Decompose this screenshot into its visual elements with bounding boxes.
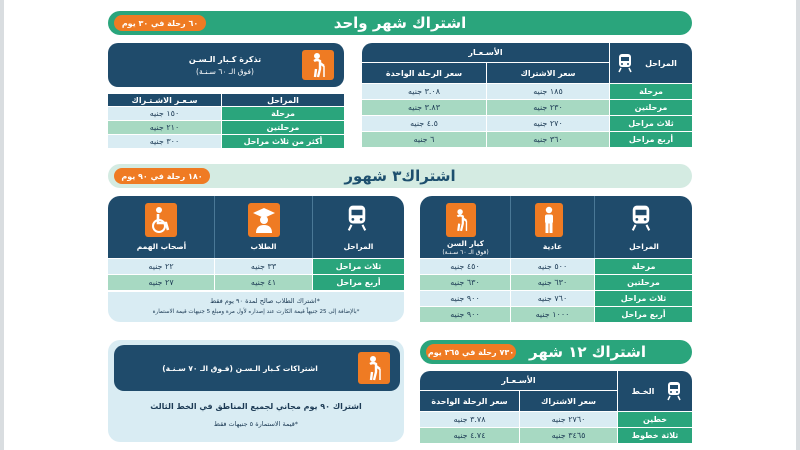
table-row-stage: ثلاث مراحل — [595, 291, 692, 306]
table-row-disabled: ٢٢ جنيه — [108, 259, 214, 274]
sub-trip-header: سعر الرحلة الواحدة — [362, 63, 486, 83]
train-icon — [664, 380, 684, 402]
table-row-trip: ٤.٧٤ جنيه — [420, 428, 519, 443]
note-students: *اشتراك الطلاب صالح لمدة ٩٠ يوم فقط — [210, 297, 320, 305]
elderly-special-title: اشتراكات كـبار الـسـن (فـوق الـ ٧٠ سـنـة) — [162, 364, 318, 373]
note-card-fee: *بالإضافة إلى 25 جنيهاً قيمة الكارت عند إصداره لأول مرة ومبلغ 5 جنيهات قيمة الاستمارة — [152, 309, 360, 315]
table-row-price: ٣٤٦٥ جنيه — [520, 428, 617, 443]
wheelchair-icon — [145, 203, 177, 237]
stages-header: المراحل — [610, 43, 692, 83]
table-row-trip: ٤.٥ جنيه — [362, 116, 486, 131]
left-stages-label: المراحل — [343, 242, 374, 251]
elderly-sub-label: (فوق الـ ٦٠ سـنـة) — [442, 249, 489, 256]
elderly-icon — [358, 352, 390, 384]
elderly-stages-header: المراحل — [222, 94, 344, 106]
table-row-price: ٢٧٦٠ جنيه — [520, 412, 617, 427]
table-row-disabled: ٢٧ جنيه — [108, 275, 214, 290]
train-icon — [628, 203, 654, 233]
sub-price-header: سعر الاشتراك — [487, 63, 609, 83]
regular-label: عادية — [542, 242, 563, 251]
elderly-row-price: ١٥٠ جنيه — [108, 107, 221, 120]
three-months-pill: ١٨٠ رحلة في ٩٠ يوم — [114, 168, 210, 184]
one-month-banner — [108, 11, 692, 35]
twelve-months-pill: ٧٣٠ رحلة في ٣٦٥ يوم — [426, 344, 516, 360]
sub-price-header: سعر الاشتراك — [520, 391, 617, 411]
table-row-price: ١٨٥ جنيه — [487, 84, 609, 99]
twelve-months-title: اشتراك ١٢ شهر — [529, 343, 646, 361]
table-row-price: ٢٣٠ جنيه — [487, 100, 609, 115]
table-row-stage: أربع مراحل — [610, 132, 692, 147]
sub-trip-header: سعر الرحلة الواحدة — [420, 391, 519, 411]
three-months-banner — [108, 164, 692, 188]
one-month-pill: ٦٠ رحلة في ٣٠ يوم — [114, 15, 206, 31]
table-row-elderly: ٦٣٠ جنيه — [420, 275, 510, 290]
table-row-line: ثلاثة خطوط — [618, 428, 692, 443]
table-row-trip: ٦ جنيه — [362, 132, 486, 147]
table-row-students: ٣٣ جنيه — [215, 259, 312, 274]
elderly-special-main: اشتراك ٩٠ يوم مجاني لجميع المناطق في الخط الثالث — [150, 402, 362, 411]
elderly-icon — [446, 203, 476, 237]
person-icon — [535, 203, 563, 237]
elderly-row-price: ٢١٠ جنيه — [108, 121, 221, 134]
table-row-trip: ٣.٨٣ جنيه — [362, 100, 486, 115]
table-row-stage: مرحلة — [595, 259, 692, 274]
table-row-trip: ٣.٧٨ جنيه — [420, 412, 519, 427]
elderly-price-header: سـعـر الاشـتـراك — [108, 94, 221, 106]
table-row-elderly: ٩٠٠ جنيه — [420, 291, 510, 306]
elderly-row-stage: مرحلتين — [222, 121, 344, 134]
table-row-regular: ٥٠٠ جنيه — [511, 259, 594, 274]
divider — [594, 196, 595, 258]
elderly-label: كبار السن — [447, 239, 484, 248]
three-months-title: اشتراك٣ شهور — [344, 167, 456, 185]
table-row-elderly: ٩٠٠ جنيه — [420, 307, 510, 322]
table-row-regular: ٧٦٠ جنيه — [511, 291, 594, 306]
elderly-icon — [302, 50, 334, 80]
student-icon — [248, 203, 280, 237]
train-icon — [344, 203, 370, 233]
elderly-row-price: ٣٠٠ جنيه — [108, 135, 221, 148]
table-row-stage: أربع مراحل — [595, 307, 692, 322]
train-icon — [616, 52, 634, 74]
table-row-regular: ٦٣٠ جنيه — [511, 275, 594, 290]
table-row-stage: ثلاث مراحل — [610, 116, 692, 131]
right-stages-label: المراحل — [629, 242, 659, 251]
table-row-students: ٤١ جنيه — [215, 275, 312, 290]
line-header: الخـط — [618, 371, 692, 411]
table-row-stage: أربع مراحل — [313, 275, 404, 290]
one-month-title: اشتراك شهر واحد — [333, 14, 467, 32]
elderly-row-stage: أكثر من ثلاث مراحل — [222, 135, 344, 148]
table-row-stage: مرحلتين — [610, 100, 692, 115]
prices-header: الأسـعـار — [362, 43, 609, 62]
table-row-stage: مرحلتين — [595, 275, 692, 290]
table-row-elderly: ٤٥٠ جنيه — [420, 259, 510, 274]
table-row-line: خطين — [618, 412, 692, 427]
prices-header: الأسـعـار — [420, 371, 617, 390]
table-row-stage: ثلاث مراحل — [313, 259, 404, 274]
table-row-price: ٢٧٠ جنيه — [487, 116, 609, 131]
table-row-price: ٣٦٠ جنيه — [487, 132, 609, 147]
disabled-label: أصحاب الهمم — [136, 242, 187, 251]
table-row-trip: ٣.٠٨ جنيه — [362, 84, 486, 99]
elderly-row-stage: مرحلة — [222, 107, 344, 120]
twelve-months-banner — [420, 340, 692, 364]
students-label: الطلاب — [250, 242, 277, 251]
table-row-regular: ١٠٠٠ جنيه — [511, 307, 594, 322]
table-row-stage: مرحلة — [610, 84, 692, 99]
elderly-card-title: تذكرة كـبار الـسـن — [188, 55, 262, 64]
elderly-special-note: *قيمة الاستمارة ٥ جنيهات فقط — [213, 420, 299, 428]
elderly-card-subtitle: (فوق الـ ٦٠ سـنـة) — [196, 67, 254, 76]
